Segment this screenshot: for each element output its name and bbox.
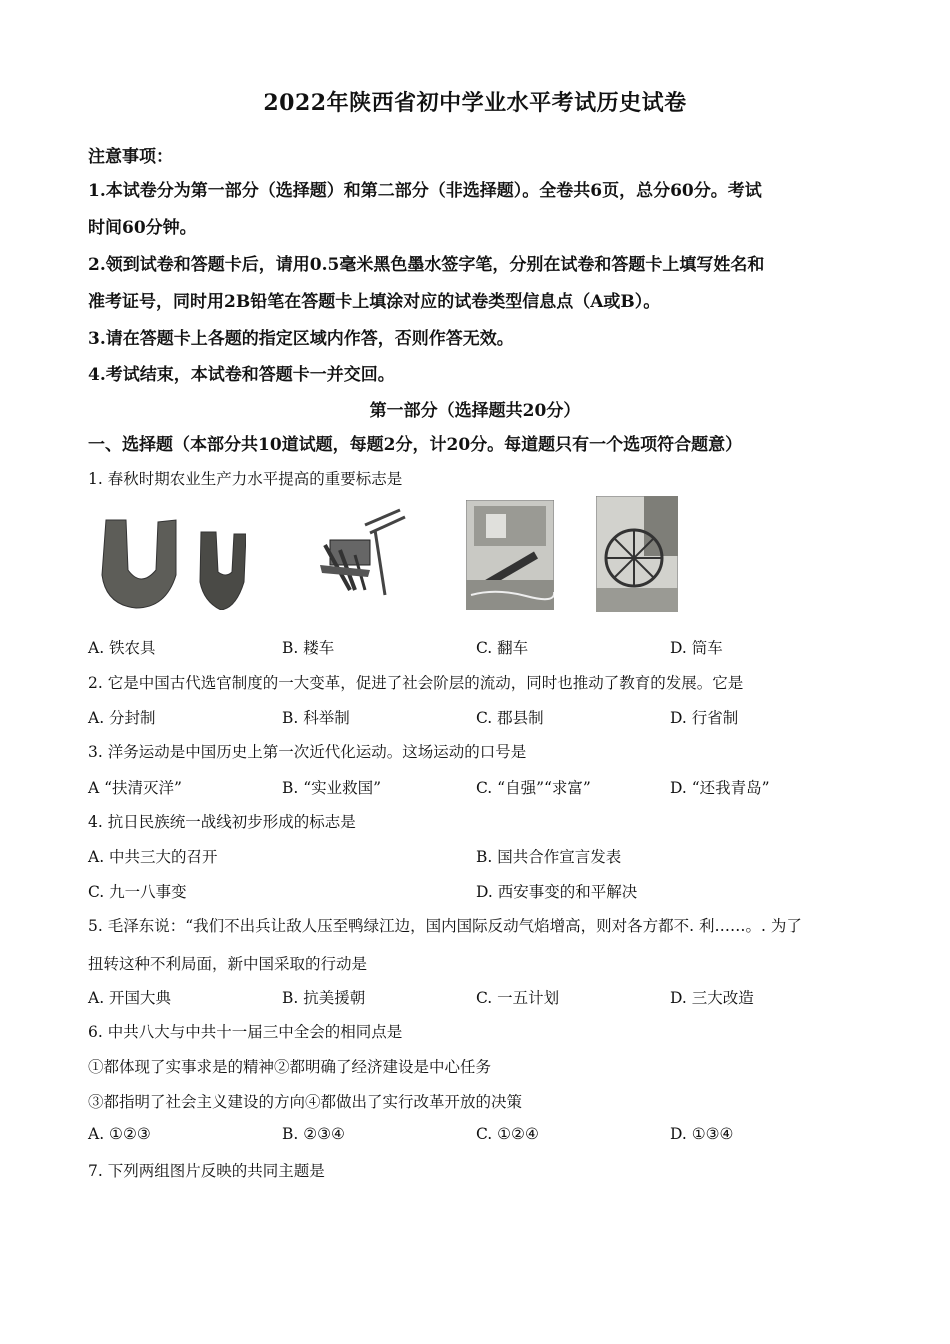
q2-stem: 2. 它是中国古代选官制度的一大变革，促进了社会阶层的流动，同时也推动了教育的发展。它是 xyxy=(88,674,744,692)
q6-statement-line1: ①都体现了实事求是的精神②都明确了经济建设是中心任务 xyxy=(88,1058,492,1076)
notice-item-3: 3.请在答题卡上各题的指定区域内作答，否则作答无效。 xyxy=(88,329,514,349)
q1-option-c[interactable]: C. 翻车 xyxy=(476,639,529,657)
notice-item-2b: 准考证号，同时用2B铅笔在答题卡上填涂对应的试卷类型信息点（A或B）。 xyxy=(88,292,661,312)
q3-option-a[interactable]: A “扶清灭洋” xyxy=(88,779,182,797)
q1-option-a[interactable]: A. 铁农具 xyxy=(88,639,156,657)
q3-option-c[interactable]: C. “自强”“求富” xyxy=(476,779,591,797)
q3-stem: 3. 洋务运动是中国历史上第一次近代化运动。这场运动的口号是 xyxy=(88,743,527,761)
q2-option-b[interactable]: B. 科举制 xyxy=(282,709,350,727)
notice-item-2a: 2.领到试卷和答题卡后，请用0.5毫米黑色墨水签字笔，分别在试卷和答题卡上填写姓名和 xyxy=(88,255,765,275)
q1-stem: 1. 春秋时期农业生产力水平提高的重要标志是 xyxy=(88,470,403,488)
q2-option-a[interactable]: A. 分封制 xyxy=(88,709,156,727)
q6-stem: 6. 中共八大与中共十一届三中全会的相同点是 xyxy=(88,1023,403,1041)
q6-option-a[interactable]: A. ①②③ xyxy=(88,1125,151,1143)
section-heading: 一、选择题（本部分共10道试题，每题2分，计20分。每道题只有一个选项符合题意） xyxy=(88,435,743,455)
iron-tools-image xyxy=(96,510,246,610)
seed-drill-image xyxy=(310,505,410,605)
q4-option-c[interactable]: C. 九一八事变 xyxy=(88,883,187,901)
q5-stem-line1: 5. 毛泽东说：“我们不出兵让敌人压至鸭绿江边，国内国际反动气焰增高，则对各方都不. 利……。. 为了 xyxy=(88,917,802,935)
q6-statement-line2: ③都指明了社会主义建设的方向④都做出了实行改革开放的决策 xyxy=(88,1093,523,1111)
q3-option-d[interactable]: D. “还我青岛” xyxy=(670,779,770,797)
square-pallet-chain-image xyxy=(466,500,554,610)
q6-option-b[interactable]: B. ②③④ xyxy=(282,1125,345,1143)
q1-option-b[interactable]: B. 耧车 xyxy=(282,639,335,657)
notice-heading: 注意事项： xyxy=(88,147,173,167)
q5-stem-line2: 扭转这种不利局面，新中国采取的行动是 xyxy=(88,955,368,973)
part1-heading: 第一部分（选择题共20分） xyxy=(369,401,581,421)
q6-option-c[interactable]: C. ①②④ xyxy=(476,1125,539,1143)
q4-option-b[interactable]: B. 国共合作宣言发表 xyxy=(476,848,622,866)
exam-title: 2022年陕西省初中学业水平考试历史试卷 xyxy=(263,90,687,116)
q4-stem: 4. 抗日民族统一战线初步形成的标志是 xyxy=(88,813,356,831)
notice-item-1a: 1.本试卷分为第一部分（选择题）和第二部分（非选择题）。全卷共6页，总分60分。考试 xyxy=(88,181,762,201)
q5-option-d[interactable]: D. 三大改造 xyxy=(670,989,754,1007)
q5-option-c[interactable]: C. 一五计划 xyxy=(476,989,560,1007)
q2-option-d[interactable]: D. 行省制 xyxy=(670,709,739,727)
notice-item-4: 4.考试结束，本试卷和答题卡一并交回。 xyxy=(88,365,395,385)
q6-option-d[interactable]: D. ①③④ xyxy=(670,1125,734,1143)
q2-option-c[interactable]: C. 郡县制 xyxy=(476,709,544,727)
q5-option-a[interactable]: A. 开国大典 xyxy=(88,989,172,1007)
q3-option-b[interactable]: B. “实业救国” xyxy=(282,779,382,797)
q4-option-d[interactable]: D. 西安事变的和平解决 xyxy=(476,883,638,901)
water-wheel-image xyxy=(596,496,678,612)
q1-option-d[interactable]: D. 筒车 xyxy=(670,639,723,657)
q7-stem: 7. 下列两组图片反映的共同主题是 xyxy=(88,1162,325,1180)
q4-option-a[interactable]: A. 中共三大的召开 xyxy=(88,848,218,866)
q5-option-b[interactable]: B. 抗美援朝 xyxy=(282,989,366,1007)
notice-item-1b: 时间60分钟。 xyxy=(88,218,197,238)
